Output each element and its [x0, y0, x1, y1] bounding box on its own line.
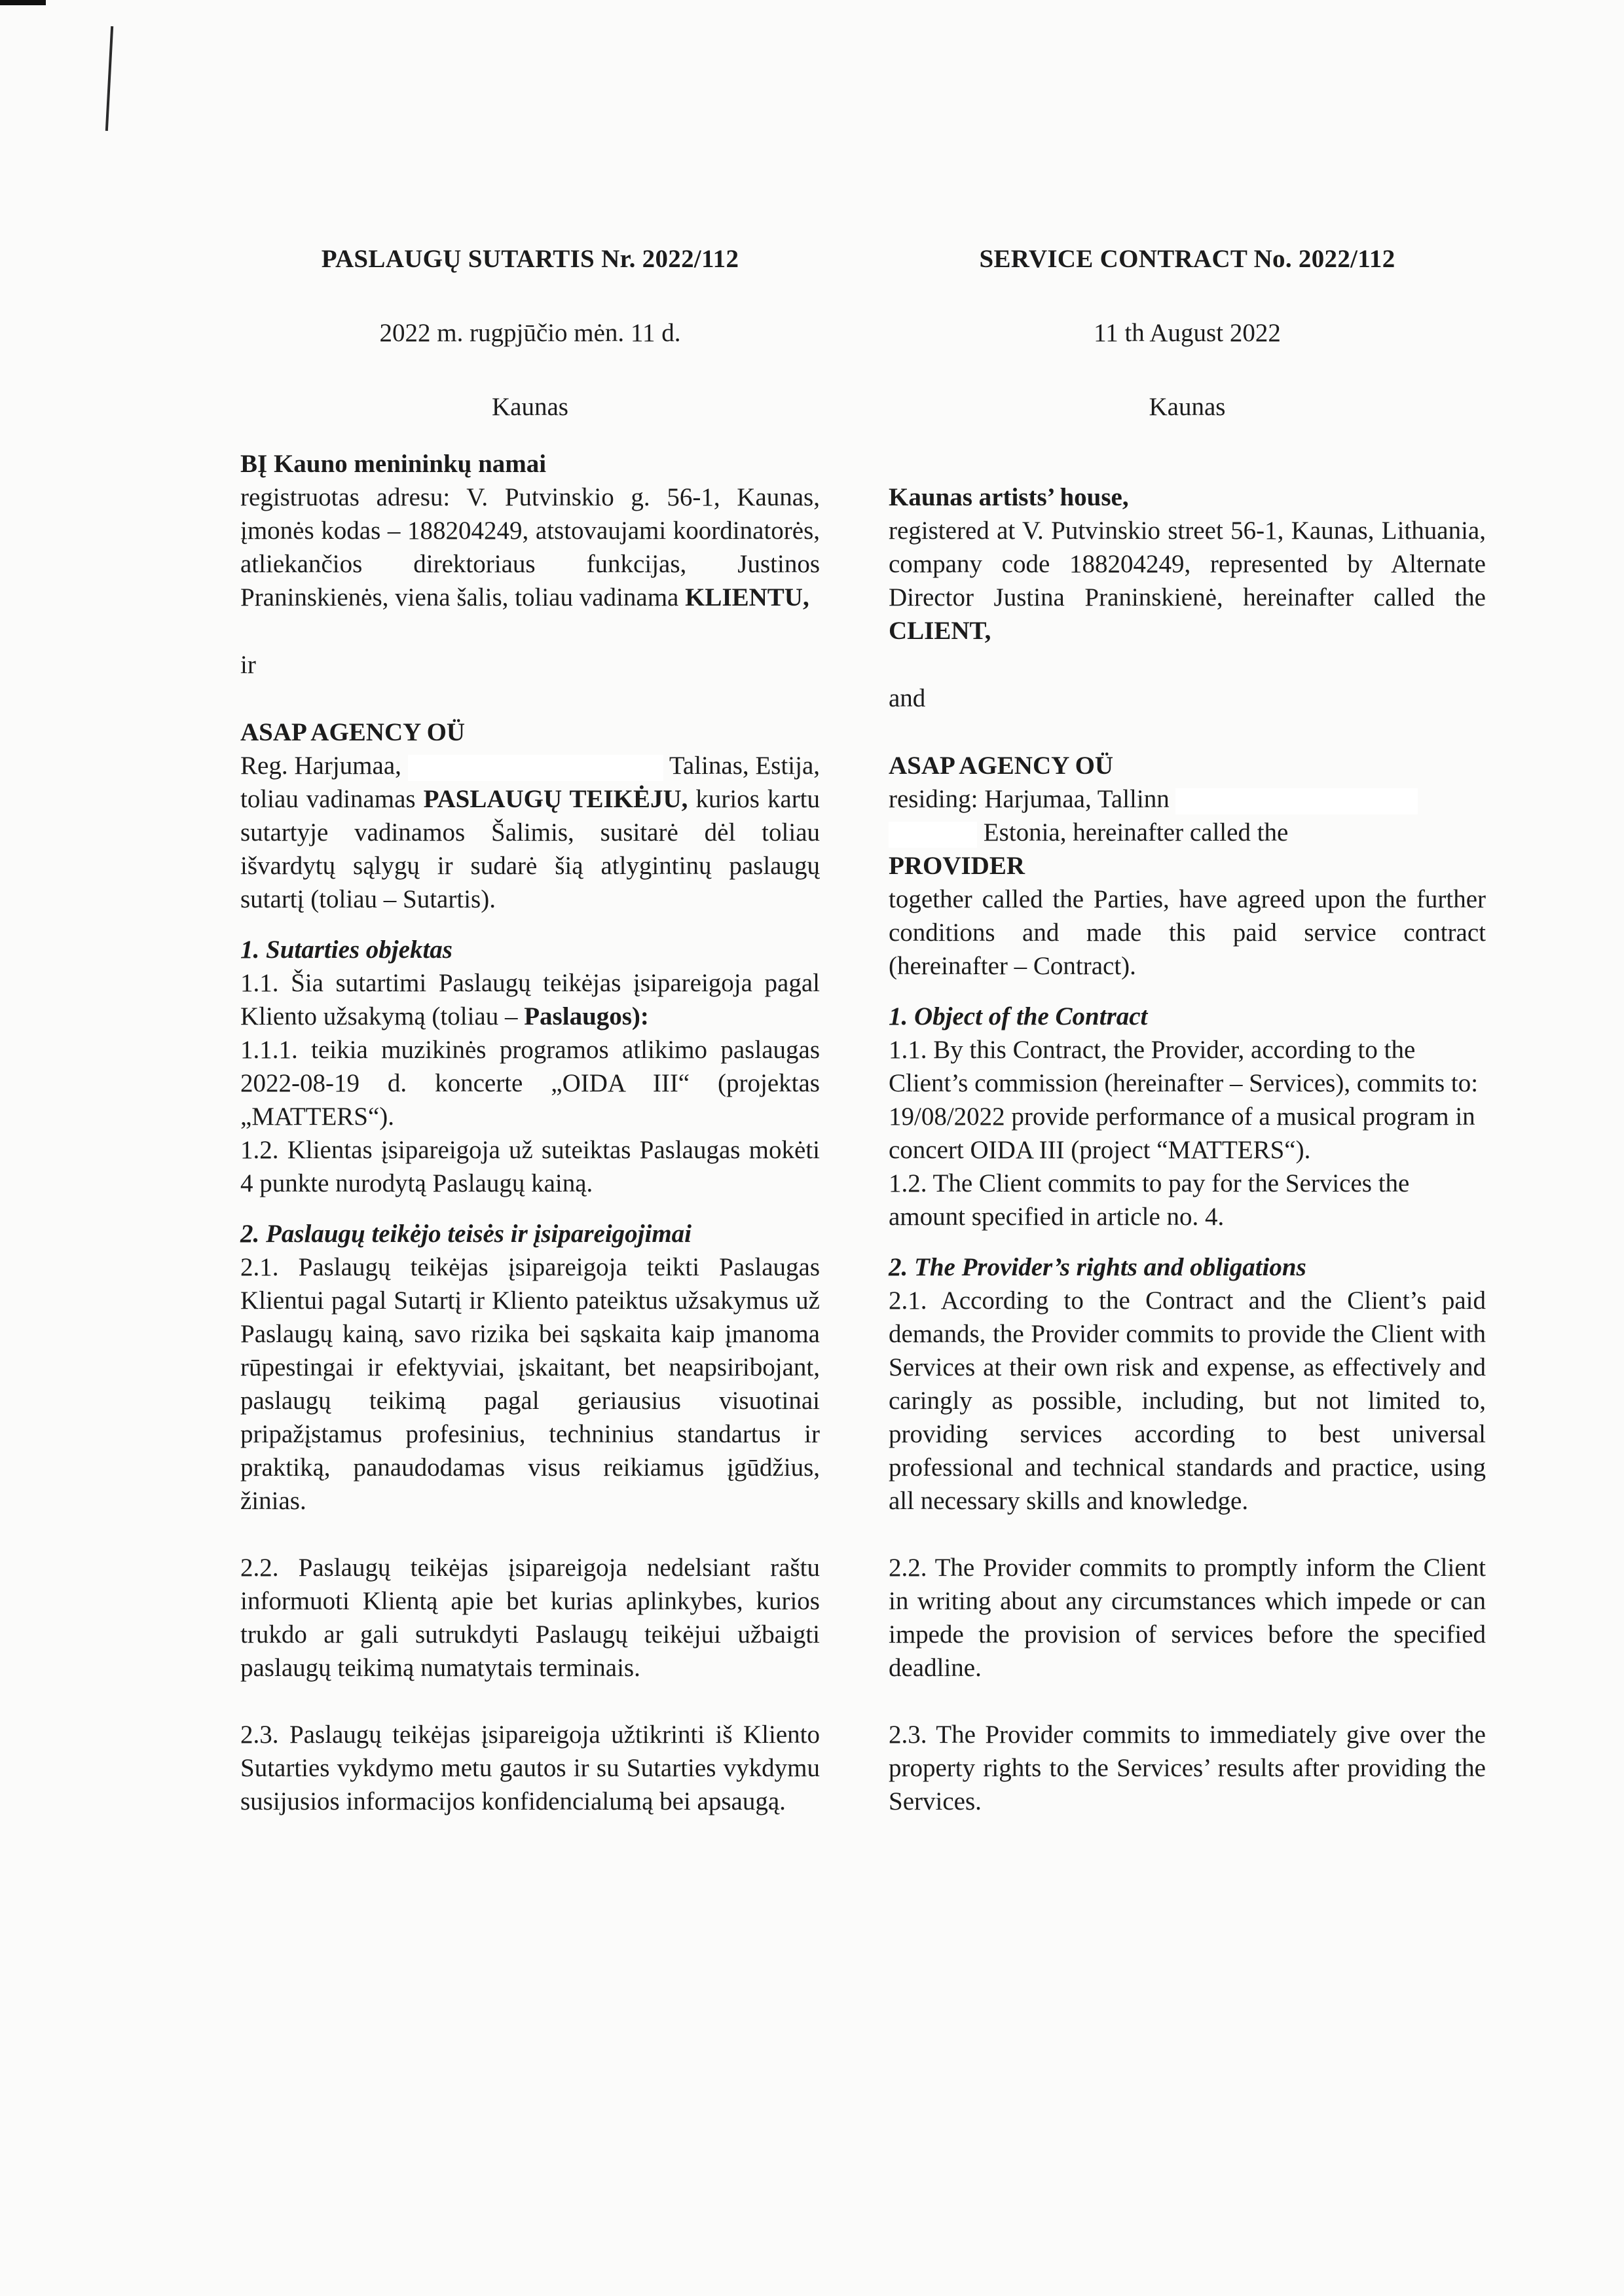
en-client-name: Kaunas artists’ house, — [889, 483, 1129, 511]
en-clause-2-3: 2.3. The Provider commits to immediately give over the property rights to the Services’ results after providing the Services. — [889, 1721, 1486, 1815]
lt-conjunction: ir — [240, 651, 256, 679]
lt-clause-1-2: 1.2. Klientas įsipareigoja už suteiktas Paslaugas mokėti 4 punkte nurodytą Paslaugų kainą. — [240, 1136, 820, 1197]
lt-section-1-title: 1. Sutarties objektas — [240, 936, 452, 964]
en-client-details: registered at V. Putvinskio street 56-1, Kaunas, Lithuania, company code 188204249, represented by Alternate Director Justina Praninskienė, hereinafter called the CLIENT, — [889, 517, 1486, 645]
lt-clause-2-2: 2.2. Paslaugų teikėjas įsipareigoja nedelsiant raštu informuoti Klientą apie bet kurias aplinkybes, kurios trukdo ar gali sutrukdyti Paslaugų teikėjui užbaigti paslaugų teikimą numatytais terminais. — [240, 1554, 820, 1682]
en-clause-1-1: 1.1. By this Contract, the Provider, according to the Client’s commission (hereinafter – Services), commits to: 19/08/2022 provide performance of a musical program in concert OIDA III (project “MATTERS“). — [889, 1036, 1479, 1164]
en-contract-city: Kaunas — [1149, 393, 1226, 421]
en-contract-date: 11 th August 2022 — [1094, 319, 1281, 347]
en-clause-2-2: 2.2. The Provider commits to promptly inform the Client in writing about any circumstances which impede or can impede the provision of services before the specified deadline. — [889, 1554, 1486, 1682]
lt-contract-date: 2022 m. rugpjūčio mėn. 11 d. — [379, 319, 681, 347]
lithuanian-column — [240, 242, 820, 1818]
lt-clause-2-3: 2.3. Paslaugų teikėjas įsipareigoja užtikrinti iš Kliento Sutarties vykdymo metu gautos ir su Sutarties vykdymu susijusios informacijos konfidencialumą bei apsaugą. — [240, 1721, 820, 1815]
en-section-1-title: 1. Object of the Contract — [889, 1002, 1148, 1030]
lt-client-name: BĮ Kauno menininkų namai — [240, 450, 547, 478]
en-clause-2-1: 2.1. According to the Contract and the Client’s paid demands, the Provider commits to provide the Client with Services at their own risk and expense, as effectively and caringly as possible, including, but not limited to, providing services according to best universal professional and technical standards and practice, using all necessary skills and knowledge. — [889, 1286, 1486, 1515]
english-column — [889, 242, 1486, 1818]
en-clause-1-2: 1.2. The Client commits to pay for the Services the amount specified in article no. 4. — [889, 1169, 1410, 1231]
lt-client-details: registruotas adresu: V. Putvinskio g. 56-1, Kaunas, įmonės kodas – 188204249, atstovaujami koordinatorės, atliekančios direktoriaus funkcijas, Justinos Praninskienės, viena šalis, toliau vadinama KLIENTU, — [240, 483, 820, 611]
lt-section-2-title: 2. Paslaugų teikėjo teisės ir įsipareigojimai — [240, 1220, 692, 1248]
redaction-box — [889, 822, 977, 848]
en-conjunction: and — [889, 684, 926, 712]
lt-clause-2-1: 2.1. Paslaugų teikėjas įsipareigoja teikti Paslaugas Klientui pagal Sutartį ir Kliento pateiktus užsakymus už Paslaugų kainą, savo rizika bei sąskaita kaip įmanoma rūpestingai ir efektyviai, įskaitant, bet neapsiribojant, paslaugų teikimą pagal geriausius visuotinai pripažįstamus profesinius, techninius standartus ir praktiką, panaudodamas visus reikiamus įgūdžius, žinias. — [240, 1253, 820, 1515]
scan-corner-mark — [0, 0, 46, 5]
lt-provider-details: Reg. Harjumaa, Talinas, Estija, toliau vadinamas PASLAUGŲ TEIKĖJU, kurios kartu sutartyje vadinamos Šalimis, susitarė dėl toliau išvardytų sąlygų ir sudarė šią atlygintinų paslaugų sutartį (toliau – Sutartis). — [240, 752, 821, 913]
scan-pen-mark — [105, 26, 113, 131]
redaction-box — [1175, 788, 1418, 814]
en-section-2-title: 2. The Provider’s rights and obligations — [889, 1253, 1306, 1281]
lt-contract-title: PASLAUGŲ SUTARTIS Nr. 2022/112 — [321, 245, 739, 273]
en-provider-details: residing: Harjumaa, Tallinn Estonia, hereinafter called the PROVIDER together called the Parties, have agreed upon the further conditions and made this paid service contract (hereinafter – Contract). — [889, 785, 1486, 980]
lt-clause-1-1-1: 1.1.1. teikia muzikinės programos atlikimo paslaugas 2022-08-19 d. koncerte „OIDA III“ (projektas „MATTERS“). — [240, 1036, 820, 1131]
redaction-box — [408, 755, 663, 781]
lt-clause-1-1: 1.1. Šia sutartimi Paslaugų teikėjas įsipareigoja pagal Kliento užsakymą (toliau – Paslaugos): — [240, 969, 820, 1030]
lt-provider-name: ASAP AGENCY OÜ — [240, 718, 466, 746]
en-provider-name: ASAP AGENCY OÜ — [889, 752, 1114, 780]
en-contract-title: SERVICE CONTRACT No. 2022/112 — [979, 245, 1395, 273]
lt-contract-city: Kaunas — [492, 393, 568, 421]
